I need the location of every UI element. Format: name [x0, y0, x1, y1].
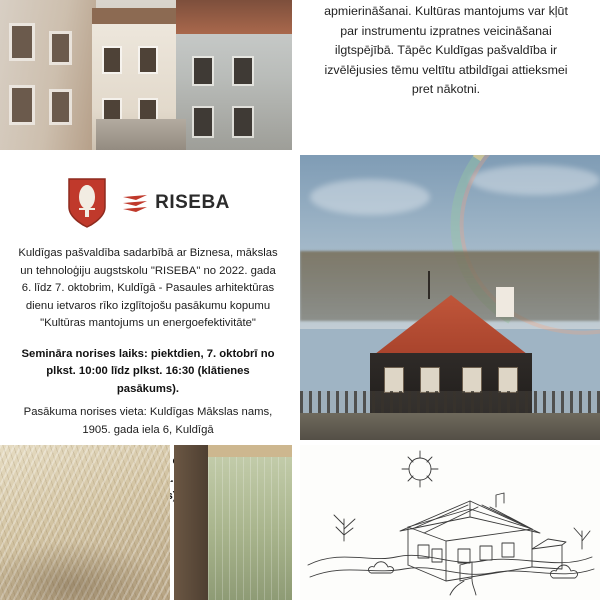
intro-paragraph: apmierināšanai. Kultūras mantojums var kļūt par instrumentu izpratnes veicināšanai ilgtspējībā. Tāpēc Kuldīgas pašvaldība ir izvēlējusies tēmu veltītu atbildīgai attieksmei pret nākotni.	[324, 4, 568, 97]
left-building	[0, 0, 96, 155]
cloud	[310, 179, 430, 215]
green-wooden-facade-photo	[174, 445, 292, 600]
event-intro-text: Kuldīgas pašvaldība sadarbībā ar Biznesa, mākslas un tehnoloģiju augstskolu "RISEBA" no 2022. gada 6. līdz 7. oktobrim, Kuldīgā - Pasaules arhitektūras dienu ietvaros rīko izglītojošu pasākumu kopumu "Kultūras mantojums un energoefektivitāte"	[18, 247, 278, 329]
event-info-panel	[0, 155, 296, 445]
window	[52, 92, 69, 122]
window	[194, 108, 212, 136]
intro-text-block	[292, 0, 600, 155]
window	[194, 58, 212, 84]
bottom-row	[0, 445, 600, 600]
window	[12, 88, 32, 122]
layout-gutter-horizontal-bottom	[0, 440, 600, 445]
layout-gutter-vertical	[292, 0, 300, 600]
shadow-overlay	[0, 540, 160, 600]
seminar-time-text: Semināra norises laiks: piektdien, 7. oktobrī no plkst. 10:00 līdz plkst. 16:30 (klātienes pasākums).	[21, 347, 275, 395]
chimney	[496, 287, 514, 317]
window	[384, 367, 404, 393]
window	[12, 26, 32, 58]
wooden-trim	[208, 445, 292, 457]
window	[498, 367, 518, 393]
kuldiga-coat-of-arms-icon	[66, 177, 108, 229]
riseba-logo	[122, 192, 230, 214]
antenna	[428, 271, 430, 299]
hemp-fiber-insulation-photo	[0, 445, 170, 600]
old-town-street-photo	[0, 0, 292, 155]
logo-row	[16, 177, 280, 229]
venue-text: Pasākuma norises vieta: Kuldīgas Mākslas nams, 1905. gada iela 6, Kuldīgā	[23, 406, 273, 436]
window	[234, 108, 252, 136]
middle-row	[0, 155, 600, 445]
right-building	[176, 0, 292, 155]
window	[234, 58, 252, 84]
top-row	[0, 0, 600, 155]
roofline	[92, 8, 178, 24]
black-house-with-rainbow-photo	[300, 155, 600, 445]
riseba-mark-icon	[122, 193, 148, 213]
layout-gutter-horizontal-top	[0, 150, 600, 155]
green-boards	[208, 445, 292, 600]
sketch-drawing	[300, 445, 600, 600]
window	[104, 48, 120, 72]
hand-drawn-house-sketch	[300, 445, 600, 600]
window	[140, 48, 156, 72]
window	[420, 367, 440, 393]
tile-roof	[176, 0, 292, 34]
window	[52, 34, 69, 62]
window	[462, 367, 482, 393]
riseba-wordmark: RISEBA	[155, 192, 230, 213]
dark-plank	[174, 445, 208, 600]
